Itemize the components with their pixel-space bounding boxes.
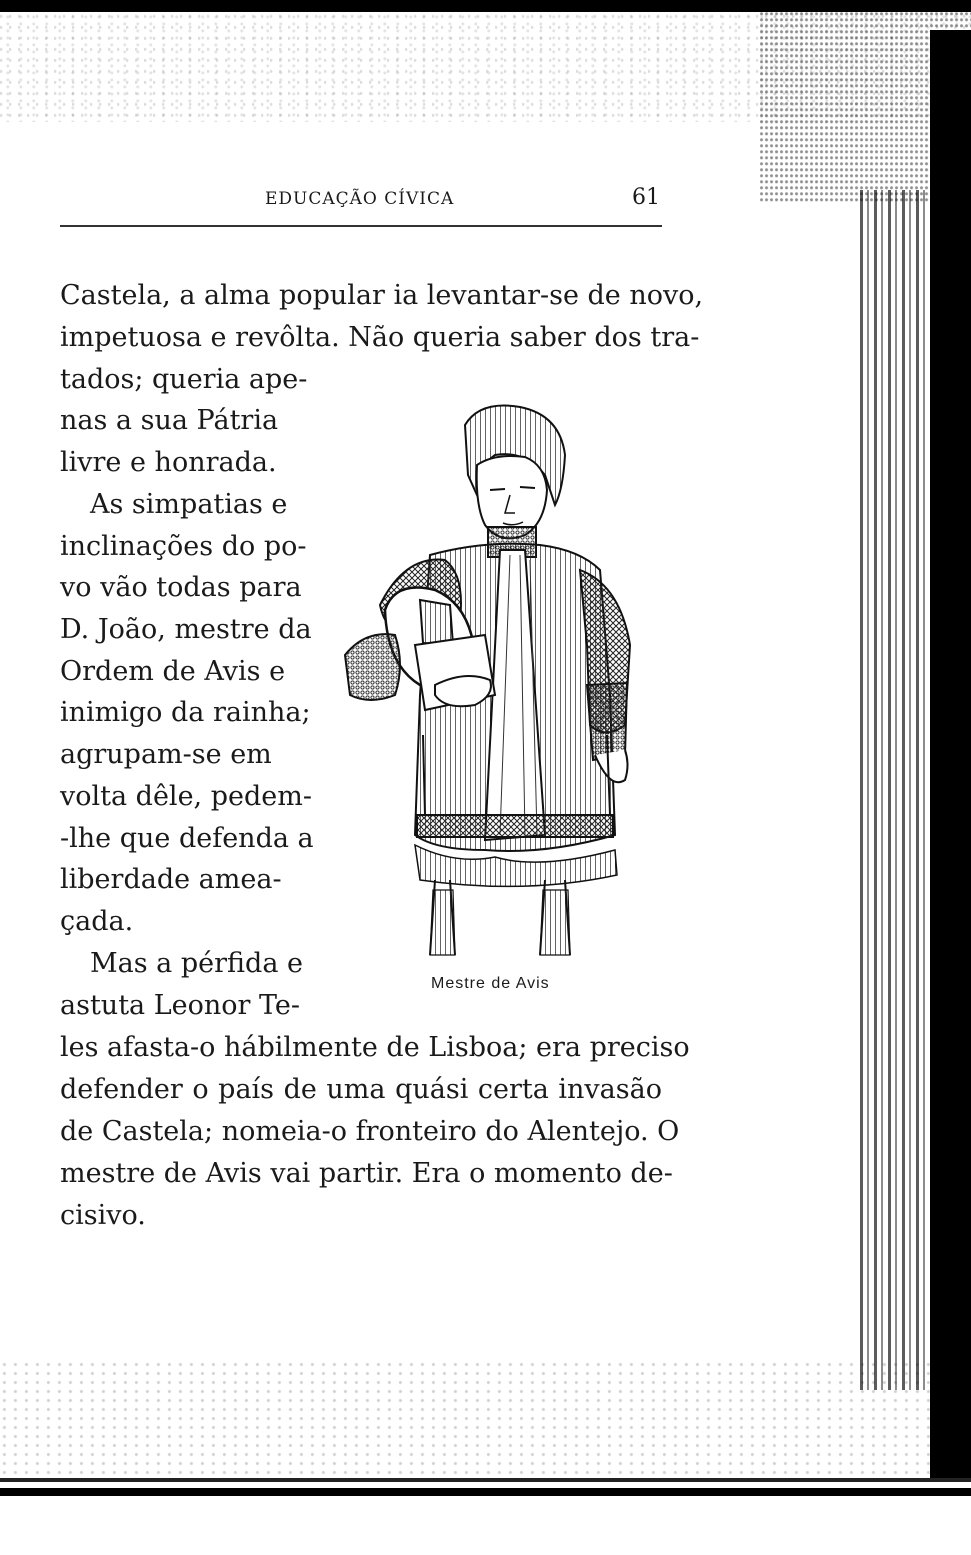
figure-drawing (325, 395, 660, 965)
text-line: liberdade amea- (60, 864, 282, 895)
text-line: livre e honrada. (60, 447, 277, 478)
text-line: vo vão todas para (60, 572, 302, 603)
text-line: cisivo. (60, 1200, 146, 1231)
scan-edge-right (930, 30, 971, 1555)
text-line: -lhe que defenda a (60, 823, 314, 854)
text-line: astuta Leonor Te- (60, 990, 301, 1021)
text-line: Ordem de Avis e (60, 656, 286, 687)
scan-border-bottom (0, 1478, 971, 1518)
text-line: defender o país de uma quási certa invasão (60, 1074, 662, 1105)
text-line: mestre de Avis vai partir. Era o momento de- (60, 1158, 673, 1189)
text-line: volta dêle, pedem- (60, 781, 312, 812)
text-line: inclinações do po- (60, 531, 307, 562)
text-line: de Castela; nomeia-o fronteiro do Alentejo. O (60, 1116, 680, 1147)
text-line: impetuosa e revôlta. Não queria saber dos tra- (60, 322, 700, 353)
text-line: inimigo da rainha; (60, 697, 311, 728)
scan-noise-bottom (0, 1360, 930, 1480)
text-line: As simpatias e (90, 489, 288, 520)
text-line: çada. (60, 906, 134, 937)
running-head (60, 183, 660, 213)
text-line: nas a sua Pátria (60, 405, 279, 436)
header-rule (60, 225, 662, 227)
text-line: D. João, mestre da (60, 614, 312, 645)
running-title: EDUCAÇÃO CÍVICA (265, 189, 455, 209)
scan-margin-bottom (0, 1515, 971, 1555)
page-number: 61 (632, 185, 660, 210)
text-line: tados; queria ape- (60, 364, 308, 395)
text-line: Castela, a alma popular ia levantar-se de novo, (60, 280, 704, 311)
scan-border-top (0, 0, 971, 12)
figure-caption: Mestre de Avis (431, 975, 550, 992)
engraving-mestre-de-avis (325, 395, 660, 965)
text-line: Mas a pérfida e (90, 948, 303, 979)
text-line: agrupam-se em (60, 739, 272, 770)
text-line: les afasta-o hábilmente de Lisboa; era preciso (60, 1032, 690, 1063)
